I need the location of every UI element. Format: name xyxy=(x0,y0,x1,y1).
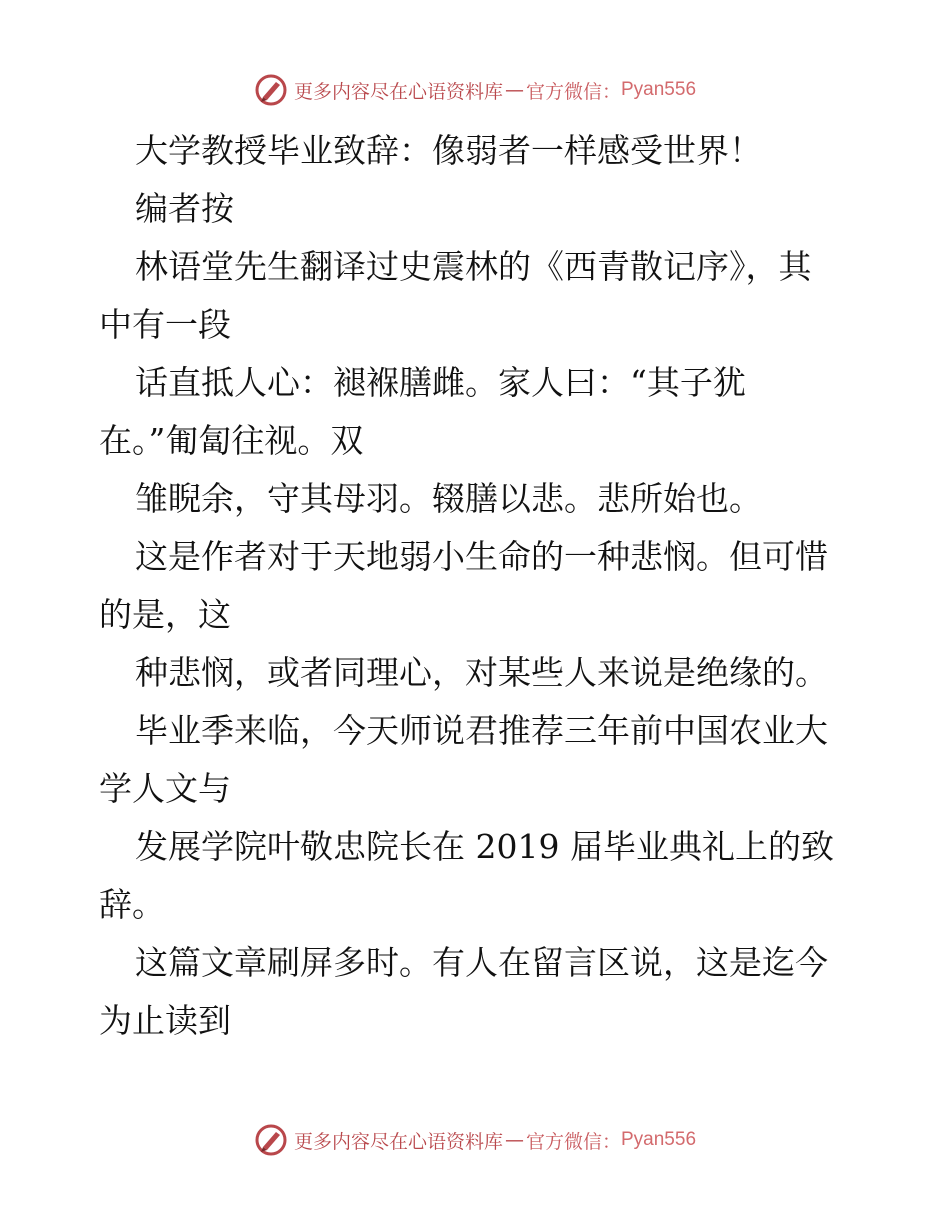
text-line: 林语堂先生翻译过史震林的《西青散记序》，其 xyxy=(135,247,812,286)
text-line: 在。”匍匐往视。双 xyxy=(99,421,364,460)
text-line: 中有一段 xyxy=(99,305,231,344)
banner-wechat-id: Pyan556 xyxy=(621,1129,697,1150)
banner-label: 官方微信： xyxy=(525,1130,621,1153)
banner-label: 官方微信： xyxy=(525,80,621,103)
banner-separator: — xyxy=(504,1129,524,1151)
text-line: 编者按 xyxy=(135,189,234,228)
text-line: 话直抵人心：褪褓膳雌。家人曰：“其子犹 xyxy=(135,363,746,402)
text-line: 毕业季来临，今天师说君推荐三年前中国农业大 xyxy=(135,711,828,750)
text-line: 种悲悯，或者同理心，对某些人来说是绝缘的。 xyxy=(135,653,828,692)
footer-banner xyxy=(0,1120,950,1160)
text-line: 这是作者对于天地弱小生命的一种悲悯。但可惜 xyxy=(135,537,828,576)
text-line: 发展学院叶敬忠院长在 2019 届毕业典礼上的致 xyxy=(135,827,834,866)
banner-separator: — xyxy=(504,79,524,101)
banner-text: 更多内容尽在心语资料库 xyxy=(293,80,503,103)
document-body xyxy=(99,122,859,1050)
text-line: 学人文与 xyxy=(99,769,231,808)
text-line: 雏睨余，守其母羽。辍膳以悲。悲所始也。 xyxy=(135,479,762,518)
text-line: 这篇文章刷屏多时。有人在留言区说，这是迄今 xyxy=(135,943,828,982)
banner-text: 更多内容尽在心语资料库 xyxy=(293,1130,503,1153)
pen-circle-logo-icon xyxy=(254,73,288,107)
article-title: 大学教授毕业致辞：像弱者一样感受世界！ xyxy=(135,131,762,170)
banner-wechat-id: Pyan556 xyxy=(621,79,697,100)
text-line: 辞。 xyxy=(99,885,165,924)
text-line: 的是，这 xyxy=(99,595,231,634)
header-banner xyxy=(0,70,950,110)
pen-circle-logo-icon xyxy=(254,1123,288,1157)
text-line: 为止读到 xyxy=(99,1001,231,1040)
